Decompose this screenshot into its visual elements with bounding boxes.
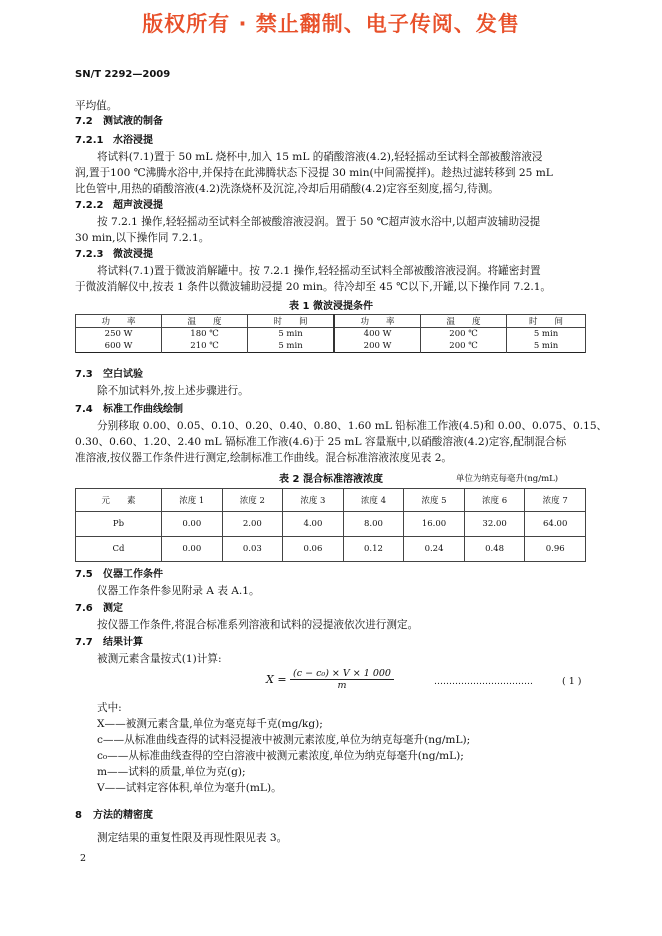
heading-8	[75, 808, 153, 824]
table-header-cell: 元 素	[76, 489, 162, 512]
para-7-2-3-line-2: 于微波消解仪中,按表 1 条件以微波辅助浸提 20 min。待冷却至 45 ℃以下,开罐,以下操作同 7.2.1。	[75, 281, 552, 293]
table-2-unit: 单位为纳克每毫升(ng/mL)	[456, 474, 559, 484]
table-cell: 32.00	[464, 512, 525, 537]
heading-number: 7.2.3	[75, 249, 104, 260]
table-cell: Pb	[76, 512, 162, 537]
heading-title: 结果计算	[103, 637, 143, 648]
para-7-5: 仪器工作条件参见附录 A 表 A.1。	[97, 585, 260, 597]
where-label: 式中:	[97, 702, 122, 714]
heading-number: 7.2	[75, 116, 93, 127]
table-cell: 5 min	[248, 340, 335, 353]
table-cell: 250 W	[76, 328, 162, 341]
table-cell: 5 min	[248, 328, 335, 341]
heading-title: 空白试验	[103, 369, 143, 380]
table-cell: 0.03	[222, 537, 283, 562]
table-cell: 0.00	[162, 537, 223, 562]
table-header-cell: 浓度 6	[464, 489, 525, 512]
table-header-cell: 浓度 7	[525, 489, 586, 512]
heading-number: 7.5	[75, 569, 93, 580]
table-row	[76, 537, 586, 562]
para-7-7: 被测元素含量按式(1)计算:	[97, 653, 222, 665]
heading-number: 7.4	[75, 404, 93, 415]
table-cell: 5 min	[507, 340, 586, 353]
para-7-2-1-line-3: 比色管中,用热的硝酸溶液(4.2)洗涤烧杯及沉淀,冷却后用硝酸(4.2)定容至刻度,摇匀,待测。	[75, 183, 499, 195]
table-cell: 2.00	[222, 512, 283, 537]
heading-number: 8	[75, 810, 82, 821]
formula-1	[266, 668, 394, 691]
table-2-caption: 表 2 混合标准溶液浓度	[279, 474, 383, 485]
formula-numerator: (c − c₀) × V × 1 000	[290, 668, 394, 680]
heading-7-2	[75, 114, 163, 130]
table-cell: 180 ℃	[162, 328, 248, 341]
para-7-3: 除不加试料外,按上述步骤进行。	[97, 385, 249, 397]
formula-fraction	[290, 668, 394, 691]
page-number: 2	[80, 853, 87, 864]
para-7-2-1-line-1: 将试料(7.1)置于 50 mL 烧杯中,加入 15 mL 的硝酸溶液(4.2),轻轻摇动至试料全部被酸溶液浸	[97, 151, 543, 163]
variable-def: c₀——从标准曲线查得的空白溶液中被测元素浓度,单位为纳克每毫升(ng/mL);	[97, 750, 464, 762]
table-cell: 200 ℃	[421, 328, 507, 341]
para-7-6: 按仪器工作条件,将混合标准系列溶液和试料的浸提液依次进行测定。	[97, 619, 419, 631]
table-2	[75, 488, 586, 562]
heading-number: 7.2.2	[75, 200, 104, 211]
heading-7-7	[75, 635, 143, 651]
table-cell: 0.96	[525, 537, 586, 562]
table-header-cell: 功 率	[334, 315, 421, 328]
table-header-cell: 浓度 4	[343, 489, 404, 512]
heading-number: 7.6	[75, 603, 93, 614]
heading-number: 7.2.1	[75, 135, 104, 146]
table-cell: 8.00	[343, 512, 404, 537]
table-row	[76, 328, 586, 341]
table-cell: 0.06	[283, 537, 344, 562]
para-7-4-line-2: 0.30、0.60、1.20、2.40 mL 镉标准工作液(4.6)于 25 mL 容量瓶中,以硝酸溶液(4.2)定容,配制混合标	[75, 436, 567, 448]
table-cell: 600 W	[76, 340, 162, 353]
table-row	[76, 512, 586, 537]
para-7-4-line-1: 分别移取 0.00、0.05、0.10、0.20、0.40、0.80、1.60 mL 铅标准工作液(4.5)和 0.00、0.075、0.15、	[97, 420, 608, 432]
para-7-2-1-line-2: 润,置于100 ℃沸腾水浴中,并保持在此沸腾状态下浸提 30 min(中间需搅拌)。趁热过滤转移到 25 mL	[75, 167, 553, 179]
table-cell: 210 ℃	[162, 340, 248, 353]
table-cell: 0.48	[464, 537, 525, 562]
table-cell: 16.00	[404, 512, 465, 537]
para-7-4-line-3: 准溶液,按仪器工作条件进行测定,绘制标准工作曲线。混合标准溶液浓度见表 2。	[75, 452, 453, 464]
variable-def: m——试料的质量,单位为克(g);	[97, 766, 246, 778]
table-header-cell: 时 间	[248, 315, 335, 328]
table-1-caption: 表 1 微波浸提条件	[289, 301, 373, 312]
heading-7-4	[75, 402, 183, 418]
table-header-cell: 浓度 3	[283, 489, 344, 512]
heading-7-2-2	[75, 198, 163, 214]
para-7-2-3-line-1: 将试料(7.1)置于微波消解罐中。按 7.2.1 操作,轻轻摇动至试料全部被酸溶液浸润。将罐密封置	[97, 265, 541, 277]
para-8: 测定结果的重复性限及再现性限见表 3。	[97, 832, 288, 844]
table-cell: 0.00	[162, 512, 223, 537]
heading-title: 标准工作曲线绘制	[103, 404, 183, 415]
heading-7-3	[75, 367, 143, 383]
table-cell: 400 W	[334, 328, 421, 341]
heading-title: 水浴浸提	[113, 135, 153, 146]
table-cell: 5 min	[507, 328, 586, 341]
paragraph-average: 平均值。	[75, 100, 118, 112]
table-cell: Cd	[76, 537, 162, 562]
formula-lhs: X =	[266, 673, 287, 686]
heading-number: 7.3	[75, 369, 93, 380]
formula-leader-dots: ……………………………	[434, 677, 533, 687]
heading-title: 方法的精密度	[93, 810, 153, 821]
formula-label: ( 1 )	[562, 676, 582, 687]
table-header-row	[76, 315, 586, 328]
para-7-2-2-line-2: 30 min,以下操作同 7.2.1。	[75, 232, 210, 244]
heading-title: 微波浸提	[113, 249, 153, 260]
copyright-banner: 版权所有 · 禁止翻制、电子传阅、发售	[142, 12, 520, 36]
heading-title: 超声波浸提	[113, 200, 163, 211]
document-id: SN/T 2292—2009	[75, 69, 171, 80]
table-cell: 4.00	[283, 512, 344, 537]
heading-number: 7.7	[75, 637, 93, 648]
heading-7-5	[75, 567, 163, 583]
table-cell: 0.24	[404, 537, 465, 562]
heading-title: 仪器工作条件	[103, 569, 163, 580]
table-header-cell: 功 率	[76, 315, 162, 328]
table-cell: 200 W	[334, 340, 421, 353]
variable-def: c——从标准曲线查得的试料浸提液中被测元素浓度,单位为纳克每毫升(ng/mL);	[97, 734, 471, 746]
variable-def: V——试料定容体积,单位为毫升(mL)。	[97, 782, 282, 794]
table-header-row	[76, 489, 586, 512]
table-header-cell: 浓度 5	[404, 489, 465, 512]
formula-denominator: m	[337, 680, 347, 691]
table-cell: 64.00	[525, 512, 586, 537]
table-cell: 200 ℃	[421, 340, 507, 353]
table-row	[76, 340, 586, 353]
table-cell: 0.12	[343, 537, 404, 562]
heading-title: 测定	[103, 603, 123, 614]
heading-7-2-1	[75, 133, 153, 149]
heading-7-2-3	[75, 247, 153, 263]
table-header-cell: 浓度 1	[162, 489, 223, 512]
para-7-2-2-line-1: 按 7.2.1 操作,轻轻摇动至试料全部被酸溶液浸润。置于 50 ℃超声波水浴中,以超声波辅助浸提	[97, 216, 541, 228]
table-header-cell: 温 度	[421, 315, 507, 328]
table-1	[75, 314, 586, 353]
table-header-cell: 浓度 2	[222, 489, 283, 512]
heading-title: 测试液的制备	[103, 116, 163, 127]
table-header-cell: 温 度	[162, 315, 248, 328]
variable-def: X——被测元素含量,单位为毫克每千克(mg/kg);	[97, 718, 323, 730]
table-header-cell: 时 间	[507, 315, 586, 328]
heading-7-6	[75, 601, 123, 617]
